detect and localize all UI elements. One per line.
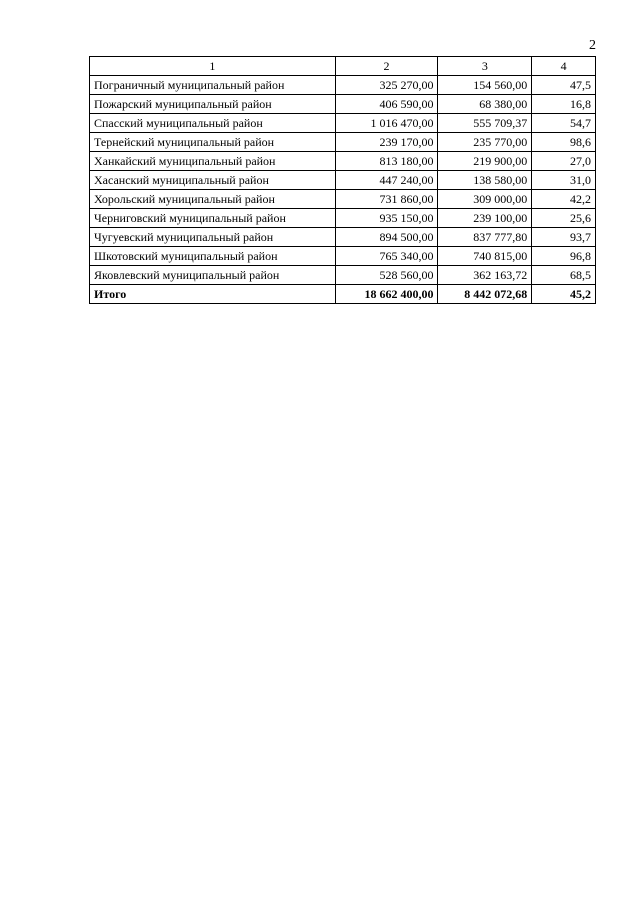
table-row [90, 171, 596, 190]
header-row [90, 57, 596, 76]
planned-amount: 894 500,00 [335, 228, 438, 247]
planned-amount: 528 560,00 [335, 266, 438, 285]
column-header: 3 [438, 57, 532, 76]
page-number: 2 [589, 38, 596, 53]
percent-value: 93,7 [532, 228, 596, 247]
table-row [90, 228, 596, 247]
percent-value: 31,0 [532, 171, 596, 190]
table-row [90, 190, 596, 209]
percent-value: 16,8 [532, 95, 596, 114]
table-row [90, 247, 596, 266]
district-name: Пожарский муниципальный район [90, 95, 336, 114]
district-name: Ханкайский муниципальный район [90, 152, 336, 171]
total-row [90, 285, 596, 304]
planned-amount: 1 016 470,00 [335, 114, 438, 133]
planned-amount: 325 270,00 [335, 76, 438, 95]
actual-amount: 235 770,00 [438, 133, 532, 152]
percent-value: 54,7 [532, 114, 596, 133]
total-percent-value: 45,2 [532, 285, 596, 304]
actual-amount: 555 709,37 [438, 114, 532, 133]
actual-amount: 362 163,72 [438, 266, 532, 285]
table-row [90, 209, 596, 228]
district-name: Тернейский муниципальный район [90, 133, 336, 152]
table-row [90, 95, 596, 114]
percent-value: 47,5 [532, 76, 596, 95]
table-row [90, 76, 596, 95]
planned-amount: 239 170,00 [335, 133, 438, 152]
percent-value: 96,8 [532, 247, 596, 266]
actual-amount: 309 000,00 [438, 190, 532, 209]
district-name: Хорольский муниципальный район [90, 190, 336, 209]
actual-amount: 68 380,00 [438, 95, 532, 114]
table-row [90, 133, 596, 152]
data-table [89, 56, 596, 304]
column-header: 4 [532, 57, 596, 76]
total-label: Итого [90, 285, 336, 304]
planned-amount: 447 240,00 [335, 171, 438, 190]
percent-value: 42,2 [532, 190, 596, 209]
district-name: Черниговский муниципальный район [90, 209, 336, 228]
actual-amount: 154 560,00 [438, 76, 532, 95]
actual-amount: 219 900,00 [438, 152, 532, 171]
actual-amount: 239 100,00 [438, 209, 532, 228]
planned-amount: 406 590,00 [335, 95, 438, 114]
table-row [90, 114, 596, 133]
table-row [90, 266, 596, 285]
district-name: Хасанский муниципальный район [90, 171, 336, 190]
district-name: Яковлевский муниципальный район [90, 266, 336, 285]
column-header: 2 [335, 57, 438, 76]
district-name: Шкотовский муниципальный район [90, 247, 336, 266]
column-header: 1 [90, 57, 336, 76]
total-actual-amount: 8 442 072,68 [438, 285, 532, 304]
planned-amount: 731 860,00 [335, 190, 438, 209]
planned-amount: 935 150,00 [335, 209, 438, 228]
district-name: Чугуевский муниципальный район [90, 228, 336, 247]
actual-amount: 837 777,80 [438, 228, 532, 247]
table-row [90, 152, 596, 171]
total-planned-amount: 18 662 400,00 [335, 285, 438, 304]
district-name: Спасский муниципальный район [90, 114, 336, 133]
planned-amount: 813 180,00 [335, 152, 438, 171]
planned-amount: 765 340,00 [335, 247, 438, 266]
actual-amount: 740 815,00 [438, 247, 532, 266]
district-name: Пограничный муниципальный район [90, 76, 336, 95]
percent-value: 98,6 [532, 133, 596, 152]
actual-amount: 138 580,00 [438, 171, 532, 190]
percent-value: 25,6 [532, 209, 596, 228]
percent-value: 68,5 [532, 266, 596, 285]
percent-value: 27,0 [532, 152, 596, 171]
